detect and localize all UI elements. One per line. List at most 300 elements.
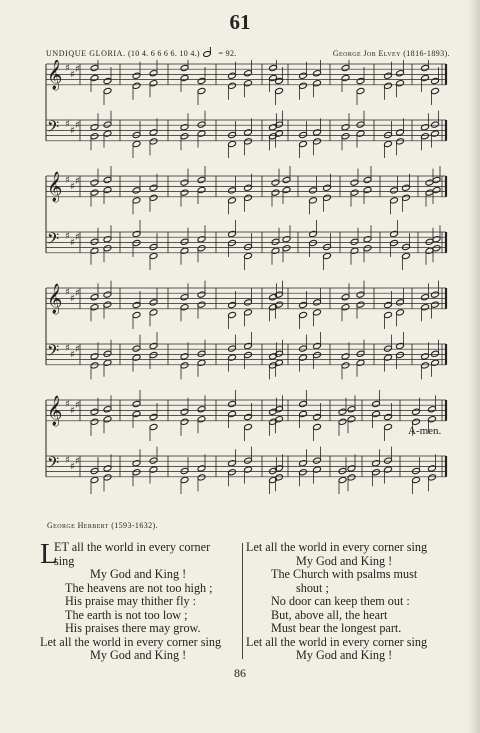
note-head (338, 408, 347, 415)
note-head (132, 197, 141, 204)
note-head (149, 413, 158, 420)
note-head (309, 230, 318, 237)
note-head (90, 124, 99, 131)
note-head (323, 252, 332, 259)
note-head (103, 291, 112, 298)
note-head (244, 80, 253, 87)
sharp-icon: ♯ (75, 176, 80, 187)
note-head (132, 311, 141, 318)
sharp-icon: ♯ (65, 343, 70, 354)
verse-line: The Church with psalms must (271, 567, 418, 581)
note-head (244, 413, 253, 420)
note-head (384, 466, 393, 473)
note-head (275, 130, 284, 137)
note-head (180, 304, 189, 311)
note-head (90, 362, 99, 369)
note-head (228, 311, 237, 318)
note-head (356, 130, 365, 137)
sharp-icon: ♯ (65, 119, 70, 130)
note-head (90, 238, 99, 245)
note-head (313, 351, 322, 358)
note-head (228, 82, 237, 89)
note-head (299, 410, 308, 417)
note-head (421, 64, 430, 71)
note-head (396, 80, 405, 87)
note-head (180, 362, 189, 369)
note-head (275, 87, 284, 94)
note-head (180, 353, 189, 360)
note-head (313, 80, 322, 87)
note-head (275, 291, 284, 298)
note-head (132, 82, 141, 89)
tempo: = 92. (218, 49, 237, 58)
note-head (180, 408, 189, 415)
note-head (402, 184, 411, 191)
note-head (356, 87, 365, 94)
note-head (347, 406, 356, 413)
note-head (396, 70, 405, 77)
note-head (347, 465, 356, 472)
note-head (282, 236, 291, 243)
note-head (421, 124, 430, 131)
note-head (384, 72, 393, 79)
note-head (103, 465, 112, 472)
sharp-icon: ♯ (65, 231, 70, 242)
note-head (180, 294, 189, 301)
verse-line: The earth is not too low ; (65, 607, 188, 622)
note-head (244, 184, 253, 191)
note-head (363, 186, 372, 193)
note-head (269, 64, 278, 71)
note-head (372, 400, 381, 407)
note-head (384, 131, 393, 138)
verse-line: My God and King ! (296, 648, 393, 662)
note-head (384, 413, 393, 420)
column-divider (242, 543, 243, 659)
note-head (384, 423, 393, 430)
note-head (228, 140, 237, 147)
note-head (132, 400, 141, 407)
note-head (228, 239, 237, 246)
note-head (244, 243, 253, 250)
sharp-icon: ♯ (65, 175, 70, 186)
note-head (228, 410, 237, 417)
note-head (149, 129, 158, 136)
treble-clef-icon: 𝄞 (47, 172, 63, 202)
note-head (103, 350, 112, 357)
note-head (421, 353, 430, 360)
note-head (228, 197, 237, 204)
note-head (132, 460, 141, 467)
note-head (282, 245, 291, 252)
note-head (313, 413, 322, 420)
note-head (132, 301, 141, 308)
note-head (103, 474, 112, 481)
page-number: 86 (234, 666, 246, 680)
note-head (197, 406, 206, 413)
note-head (197, 236, 206, 243)
note-head (197, 350, 206, 357)
note-head (356, 121, 365, 128)
half-note-icon (202, 47, 216, 57)
bass-clef-icon: 𝄢 (47, 118, 60, 140)
note-head (402, 194, 411, 201)
note-head (244, 299, 253, 306)
note-head (384, 345, 393, 352)
note-head (350, 247, 359, 254)
note-head (180, 133, 189, 140)
note-head (341, 74, 350, 81)
note-head (228, 131, 237, 138)
note-head (149, 457, 158, 464)
note-head (428, 474, 437, 481)
note-head (428, 416, 437, 423)
note-head (372, 469, 381, 476)
note-head (313, 423, 322, 430)
note-head (275, 465, 284, 472)
note-head (103, 87, 112, 94)
note-head (396, 129, 405, 136)
verse-line: ET all the world in every corner (54, 540, 211, 554)
note-head (341, 294, 350, 301)
note-head (421, 294, 430, 301)
note-head (103, 186, 112, 193)
note-head (431, 87, 440, 94)
note-head (244, 70, 253, 77)
music-score (40, 60, 460, 495)
note-head (90, 189, 99, 196)
note-head (431, 77, 440, 84)
verse-line: His praise may thither fly : (65, 594, 196, 608)
note-head (347, 416, 356, 423)
note-head (432, 186, 441, 193)
sharp-icon: ♯ (65, 287, 70, 298)
sharp-icon: ♯ (70, 405, 75, 417)
note-head (275, 474, 284, 481)
note-head (347, 474, 356, 481)
verse-line: Let all the world in every corner sing (246, 634, 428, 649)
verse-line: No door can keep them out : (271, 594, 410, 608)
composer: George Job Elvey (1816-1893). (332, 49, 450, 58)
note-head (372, 460, 381, 467)
note-head (313, 138, 322, 145)
note-head (149, 243, 158, 250)
note-head (299, 131, 308, 138)
note-head (356, 301, 365, 308)
hymn-number: 61 (229, 10, 251, 34)
note-head (323, 184, 332, 191)
note-head (338, 418, 347, 425)
sharp-icon: ♯ (75, 64, 80, 75)
note-head (90, 133, 99, 140)
note-head (299, 400, 308, 407)
note-head (103, 77, 112, 84)
tune-name: UNDIQUE GLORIA. (46, 49, 126, 58)
note-head (197, 474, 206, 481)
treble-clef-icon: 𝄞 (47, 60, 63, 90)
note-head (299, 82, 308, 89)
note-head (271, 179, 280, 186)
note-head (421, 74, 430, 81)
note-head (197, 301, 206, 308)
note-head (149, 309, 158, 316)
note-head (275, 416, 284, 423)
note-head (431, 291, 440, 298)
treble-clef-icon: 𝄞 (47, 396, 63, 426)
sharp-icon: ♯ (75, 232, 80, 243)
note-head (271, 247, 280, 254)
note-head (341, 304, 350, 311)
note-head (149, 194, 158, 201)
note-head (197, 87, 206, 94)
note-head (338, 467, 347, 474)
note-head (228, 354, 237, 361)
note-head (244, 252, 253, 259)
note-head (132, 140, 141, 147)
note-head (149, 138, 158, 145)
note-head (363, 236, 372, 243)
note-head (90, 476, 99, 483)
note-head (384, 354, 393, 361)
note-head (271, 189, 280, 196)
note-head (363, 176, 372, 183)
note-head (323, 243, 332, 250)
note-head (180, 124, 189, 131)
note-head (180, 476, 189, 483)
note-head (90, 408, 99, 415)
note-head (197, 77, 206, 84)
sharp-icon: ♯ (75, 288, 80, 299)
note-head (197, 121, 206, 128)
note-head (396, 309, 405, 316)
note-head (180, 418, 189, 425)
note-head (149, 252, 158, 259)
note-head (313, 129, 322, 136)
note-head (228, 469, 237, 476)
note-head (180, 467, 189, 474)
note-head (103, 416, 112, 423)
note-head (90, 294, 99, 301)
note-head (363, 245, 372, 252)
note-head (149, 423, 158, 430)
amen-label: A-men. (408, 425, 442, 437)
note-head (309, 197, 318, 204)
note-head (390, 197, 399, 204)
note-head (275, 406, 284, 413)
verse-line: Let all the world in every corner sing (246, 540, 428, 554)
note-head (228, 460, 237, 467)
verse-line: My God and King ! (90, 648, 187, 662)
verse-line: My God and King ! (296, 553, 393, 568)
meter: (10 4. 6 6 6 6. 10 4.) (127, 49, 200, 58)
note-head (197, 130, 206, 137)
note-head (244, 309, 253, 316)
note-head (180, 247, 189, 254)
note-head (396, 351, 405, 358)
note-head (421, 133, 430, 140)
drop-cap: L (40, 538, 58, 570)
note-head (103, 121, 112, 128)
note-head (149, 70, 158, 77)
verse-one (40, 538, 240, 663)
note-head (323, 194, 332, 201)
note-head (299, 345, 308, 352)
note-head (313, 457, 322, 464)
note-head (390, 230, 399, 237)
sharp-icon: ♯ (70, 69, 75, 81)
note-head (428, 465, 437, 472)
verse-line: The heavens are not too high ; (65, 580, 213, 595)
note-head (228, 230, 237, 237)
note-head (313, 309, 322, 316)
note-head (421, 362, 430, 369)
verse-line: Let all the world in every corner sing (40, 634, 222, 649)
sharp-icon: ♯ (65, 399, 70, 410)
note-head (244, 194, 253, 201)
note-head (103, 236, 112, 243)
verse-two (246, 541, 446, 663)
note-head (132, 131, 141, 138)
verse-line: sing (54, 553, 75, 568)
note-head (132, 354, 141, 361)
note-head (431, 121, 440, 128)
sharp-icon: ♯ (65, 455, 70, 466)
note-head (197, 291, 206, 298)
note-head (132, 239, 141, 246)
note-head (244, 351, 253, 358)
note-head (338, 476, 347, 483)
sharp-icon: ♯ (75, 120, 80, 131)
note-head (103, 359, 112, 366)
tune-header (46, 47, 450, 58)
note-head (149, 466, 158, 473)
note-head (149, 184, 158, 191)
page-edge-shadow (468, 0, 480, 733)
note-head (228, 400, 237, 407)
note-head (396, 299, 405, 306)
bass-clef-icon: 𝄢 (47, 230, 60, 252)
note-head (275, 121, 284, 128)
note-head (103, 245, 112, 252)
bass-clef-icon: 𝄢 (47, 454, 60, 476)
sharp-icon: ♯ (75, 456, 80, 467)
verse-line: His praises there may grow. (65, 621, 201, 635)
note-head (341, 353, 350, 360)
note-head (132, 410, 141, 417)
sharp-icon: ♯ (70, 237, 75, 249)
note-head (149, 299, 158, 306)
note-head (299, 354, 308, 361)
note-head (228, 345, 237, 352)
note-head (313, 342, 322, 349)
note-head (103, 301, 112, 308)
note-head (197, 416, 206, 423)
note-head (197, 176, 206, 183)
note-head (431, 301, 440, 308)
note-head (103, 406, 112, 413)
note-head (384, 301, 393, 308)
note-head (396, 342, 405, 349)
note-head (132, 345, 141, 352)
author-credit: George Herbert (1593-1632). (47, 521, 158, 530)
note-head (103, 130, 112, 137)
note-head (299, 460, 308, 467)
note-head (432, 236, 441, 243)
sharp-icon: ♯ (65, 63, 70, 74)
note-head (90, 467, 99, 474)
note-head (228, 301, 237, 308)
note-head (90, 304, 99, 311)
note-head (197, 186, 206, 193)
note-head (90, 74, 99, 81)
note-head (402, 243, 411, 250)
note-head (356, 77, 365, 84)
note-head (390, 239, 399, 246)
note-head (149, 80, 158, 87)
note-head (90, 353, 99, 360)
note-head (356, 291, 365, 298)
note-head (275, 359, 284, 366)
note-head (244, 423, 253, 430)
note-head (103, 176, 112, 183)
note-head (350, 179, 359, 186)
note-head (313, 70, 322, 77)
note-head (412, 476, 421, 483)
note-head (197, 245, 206, 252)
note-head (180, 64, 189, 71)
note-head (271, 238, 280, 245)
note-head (372, 410, 381, 417)
note-head (299, 469, 308, 476)
note-head (299, 140, 308, 147)
note-head (432, 245, 441, 252)
verse-line: But, above all, the heart (271, 607, 388, 622)
note-head (149, 342, 158, 349)
note-head (341, 64, 350, 71)
note-head (412, 467, 421, 474)
note-head (282, 186, 291, 193)
note-head (132, 187, 141, 194)
note-head (309, 239, 318, 246)
bass-clef-icon: 𝄢 (47, 342, 60, 364)
note-head (244, 342, 253, 349)
sharp-icon: ♯ (70, 293, 75, 305)
note-head (90, 179, 99, 186)
note-head (90, 418, 99, 425)
note-head (180, 179, 189, 186)
sharp-icon: ♯ (70, 181, 75, 193)
note-head (384, 140, 393, 147)
note-head (431, 130, 440, 137)
note-head (180, 189, 189, 196)
note-head (428, 406, 437, 413)
note-head (90, 247, 99, 254)
sharp-icon: ♯ (75, 344, 80, 355)
note-head (396, 138, 405, 145)
note-head (402, 252, 411, 259)
note-head (180, 238, 189, 245)
note-head (341, 133, 350, 140)
note-head (313, 299, 322, 306)
note-head (350, 238, 359, 245)
treble-clef-icon: 𝄞 (47, 284, 63, 314)
note-head (356, 359, 365, 366)
note-head (384, 311, 393, 318)
note-head (299, 311, 308, 318)
note-head (149, 351, 158, 358)
sharp-icon: ♯ (70, 125, 75, 137)
note-head (244, 129, 253, 136)
